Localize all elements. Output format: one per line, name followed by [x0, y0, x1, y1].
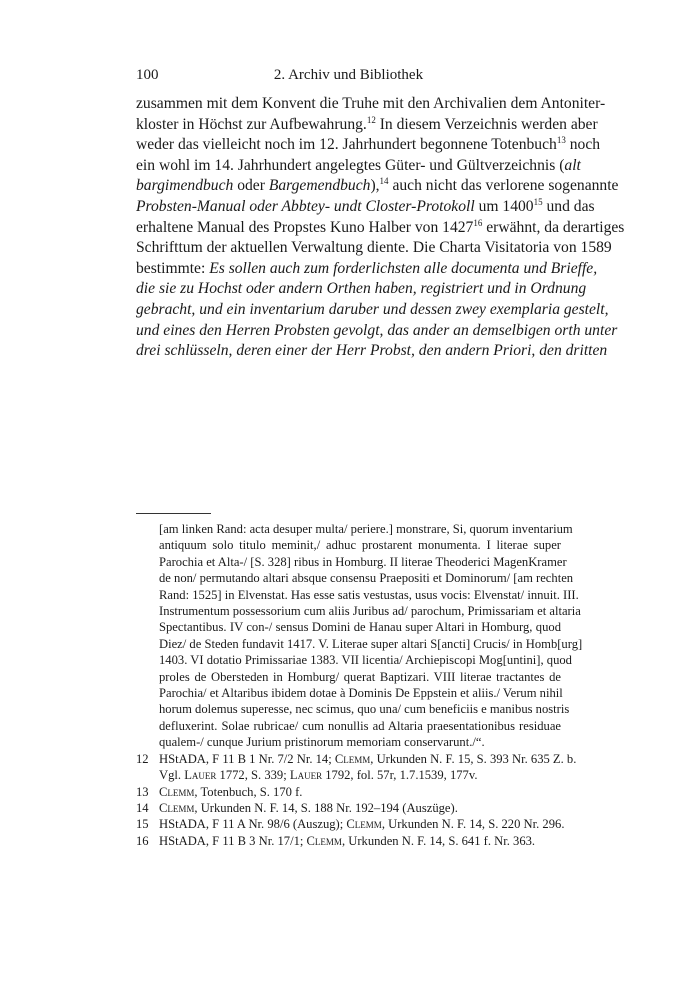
text-line: bestimmte: Es sollen auch zum forderlichsten alle documenta und Brieffe, [136, 259, 598, 277]
footnote-13: 13 Clemm, Totenbuch, S. 170 f. [136, 784, 303, 799]
text-line: zusammen mit dem Konvent die Truhe mit den Archivalien dem Antoniter- [136, 95, 606, 112]
footnote-ref[interactable]: 13 [556, 135, 566, 146]
footnote-ref[interactable]: 14 [379, 176, 389, 187]
text-line: gebracht, und ein inventarium daruber und dessen zwey exemplaria gestelt, [136, 300, 609, 318]
footnote-separator [136, 513, 211, 514]
footnote-ref[interactable]: 15 [533, 196, 543, 207]
page-header [136, 64, 561, 86]
footnote-number: 15 [136, 817, 149, 832]
text-line: kloster in Höchst zur Aufbewahrung.$^{12}$ In diesem Verzeichnis werden aber [136, 114, 598, 133]
text-line: weder das vielleicht noch im 12. Jahrhundert begonnene Totenbuch$^{13}$ noch [136, 135, 601, 154]
text-line: Probsten-Manual oder Abbtey- undt Closter-Protokoll um 1400$^{15}$ und das [136, 196, 595, 215]
running-head: 2. Archiv und Bibliothek [273, 67, 424, 83]
text-line: und eines den Herren Probsten gevolgt, das ander an demselbigen orth unter [136, 321, 618, 339]
footnote-number: 16 [136, 833, 149, 848]
text-line: drei schlüsseln, deren einer der Herr Probst, den andern Priori, den dritten [136, 342, 608, 360]
main-text [136, 94, 625, 362]
text-line: erhaltene Manual des Propstes Kuno Halber von 1427$^{16}$ erwähnt, da derartiges [136, 217, 625, 236]
footnote-number: 13 [136, 784, 149, 799]
footnote-number: 14 [136, 800, 149, 815]
footnote-15: 15 HStADA, F 11 A Nr. 98/6 (Auszug); Clemm, Urkunden N. F. 14, S. 220 Nr. 296. [136, 817, 565, 832]
footnote-16: 16 HStADA, F 11 B 3 Nr. 17/1; Clemm, Urkunden N. F. 14, S. 641 f. Nr. 363. [136, 833, 536, 848]
footnote-number: 12 [136, 751, 149, 766]
footnote-12: 12 HStADA, F 11 B 1 Nr. 7/2 Nr. 14; Clemm, Urkunden N. F. 15, S. 393 Nr. 635 Z. b. Vgl. Lauer 1772, S. 339; Lauer 1792, fol. 57r, 1.7.1539, 177v. [136, 751, 577, 783]
text-line: die sie zu Hochst oder andern Orthen haben, registriert und in Ordnung [136, 280, 587, 298]
text-line: ein wohl im 14. Jahrhundert angelegtes Güter- und Gültverzeichnis (alt [136, 156, 581, 174]
footnote-ref[interactable]: 12 [366, 114, 376, 125]
footnote-ref[interactable]: 16 [473, 217, 483, 228]
text-line: Schrifttum der aktuellen Verwaltung diente. Die Charta Visitatoria von 1589 [136, 239, 612, 257]
footnote-14: 14 Clemm, Urkunden N. F. 14, S. 188 Nr. 192–194 (Auszüge). [136, 800, 458, 815]
footnotes [136, 521, 583, 849]
page-number: 100 [136, 67, 159, 83]
footnote-continuation: [am linken Rand: acta desuper multa/ periere.] monstrare, Si, quorum inventarium antiquum solo titulo meminit,/ adhuc prostarent monumenta. I literae super Parochia et Alta-/ [S. 328] ribus in Homburg. II literae Theoderici MagenKramer de non/ permutando altari absque consensu Praepositi et Dominorum/ [am rechten Rand: 1525] in Elvenstat. Has esse satis vestustas, usus vocis: Elvenstat/ innuit. III. Instrumentum possessorium cum aliis Juribus ad/ parochum, Primissariam et altaria Spectantibus. IV con-/ sensus Domini de Hanau super Altari in Homburg, quod Diez/ de Steden fundavit 1417. V. Literae super altari S[ancti] Crucis/ in Homb[urg] 1403. VI dotatio Primissariae 1383. VII licentia/ Archiepiscopi Mog[untini], quod proles de Obersteden in Homburg/ querat Baptizari. VIII literae tractantes de Parochia/ et Altaribus ibidem dotae à Dominis De Eppstein et aliis./ Verum nihil horum dolemus superesse, nec scimus, quo una/ cum beneficiis e manibus nostris defluxerint. Solae rubricae/ cum nonullis ad Altaria praesentationibus residuae qualem-/ cunque Jurium pristinorum memoriam conservarunt./“. [159, 522, 583, 750]
text-line: bargimendbuch oder Bargemendbuch),$^{14}$ auch nicht das verlorene sogenannte [136, 176, 619, 195]
